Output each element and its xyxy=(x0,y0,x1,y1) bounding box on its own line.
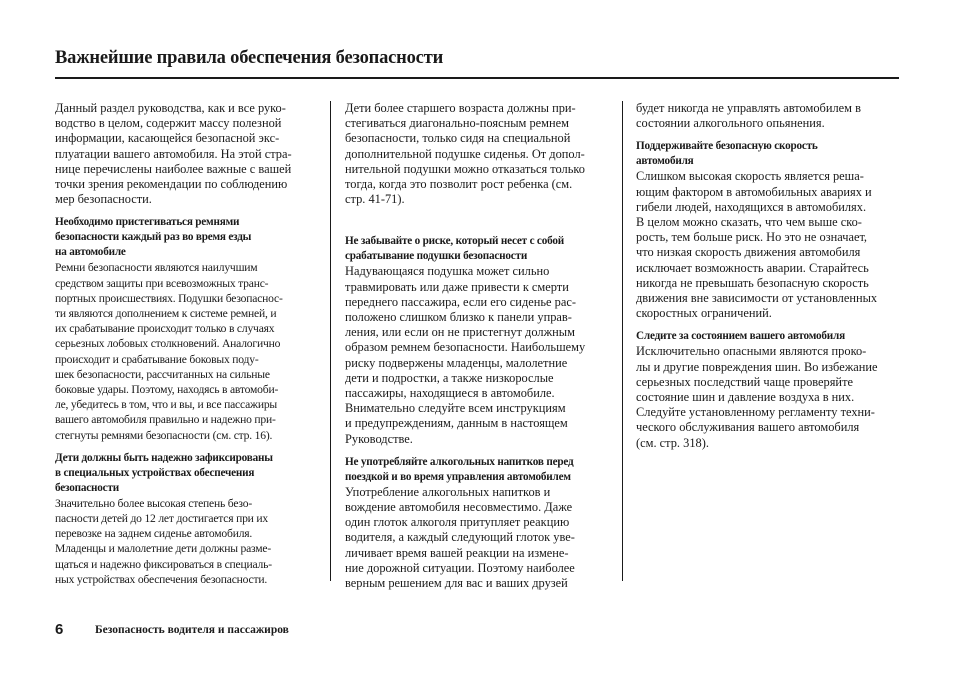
text-line: на автомобиле xyxy=(55,246,126,259)
text-line: Употребление алкогольных напитков и xyxy=(345,484,551,499)
text-line: личивает время вашей реакции на измене- xyxy=(345,545,569,560)
text-line: безопасности xyxy=(55,481,119,494)
text-line: портных происшествиях. Подушки безопаснос- xyxy=(55,291,283,305)
text-line: ления, или если он не пристегнут должным xyxy=(345,325,575,340)
section-heading xyxy=(345,455,607,485)
text-line: Ремни безопасности являются наилучшим xyxy=(55,261,258,275)
section-heading xyxy=(55,451,317,496)
section-heading xyxy=(55,215,317,260)
body-paragraph xyxy=(345,101,607,207)
text-line: плуатации вашего автомобиля. На этой стра- xyxy=(55,146,292,161)
text-line: шек безопасности, рассчитанных на сильные xyxy=(55,367,270,381)
text-line: Дети должны быть надежно зафиксированы xyxy=(55,451,273,464)
text-column-2 xyxy=(345,101,607,591)
body-paragraph xyxy=(636,169,898,321)
text-line: автомобиля xyxy=(636,155,694,168)
text-line: травмировать или даже привести к смерти xyxy=(345,279,569,294)
text-line: ние дорожной ситуации. Поэтому наиболее xyxy=(345,560,575,575)
text-line: состояние шин и давление воздуха в них. xyxy=(636,390,855,405)
text-line: Не забывайте о риске, который несет с собой xyxy=(345,235,564,248)
text-line: переднего пассажира, если его сиденье рас- xyxy=(345,294,576,309)
text-line: Следуйте установленному регламенту техни- xyxy=(636,405,875,420)
text-line: верным решением для вас и ваших друзей xyxy=(345,576,568,591)
title-rule xyxy=(55,77,899,79)
text-line: что низкая скорость движения автомобиля xyxy=(636,245,861,260)
text-line: Руководстве. xyxy=(345,431,413,446)
text-line: ющим фактором в автомобильных авариях и xyxy=(636,184,872,199)
text-column-3 xyxy=(636,101,898,451)
text-line: точки зрения рекомендации по соблюдению xyxy=(55,177,288,192)
text-line: срабатывание подушки безопасности xyxy=(345,250,528,263)
text-line: Не употребляйте алкогольных напитков перед xyxy=(345,455,574,468)
text-line: ческого обслуживания вашего автомобиля xyxy=(636,420,860,435)
text-line: пассажиры, находящиеся в автомобиле. xyxy=(345,386,555,401)
page-title: Важнейшие правила обеспечения безопасности xyxy=(55,48,444,68)
text-line: (см. стр. 318). xyxy=(636,435,709,450)
text-line: скоростных ограничений. xyxy=(636,306,772,321)
text-line: стегиваться диагонально-поясным ремнем xyxy=(345,116,569,131)
section-heading xyxy=(636,329,898,344)
text-line: серьезных последствий чаще проверяйте xyxy=(636,374,853,389)
text-line: перевозке на заднем сиденье автомобиля. xyxy=(55,527,253,541)
body-paragraph xyxy=(55,101,317,207)
body-paragraph xyxy=(345,264,607,446)
text-line: пасности детей до 12 лет достигается при их xyxy=(55,512,268,526)
text-line: Надувающаяся подушка может сильно xyxy=(345,264,550,279)
text-line: образом ремнем безопасности. Наибольшему xyxy=(345,340,586,355)
column-divider-2 xyxy=(622,101,623,581)
footer-section-title: Безопасность водителя и пассажиров xyxy=(95,624,289,636)
text-line: информации, касающейся безопасной экс- xyxy=(55,131,280,146)
text-line: стр. 41-71). xyxy=(345,192,405,207)
text-line: тогда, когда это позволит рост ребенка (см. xyxy=(345,177,573,192)
text-line: водителя, а каждый следующий глоток уве- xyxy=(345,530,575,545)
text-line: движения вне зависимости от установленных xyxy=(636,291,878,306)
text-line: в специальных устройствах обеспечения xyxy=(55,466,255,479)
text-line: один глоток алкоголя притупляет реакцию xyxy=(345,515,570,530)
text-line: Слишком высокая скорость является реша- xyxy=(636,169,864,184)
text-line: стегнуты ремнями безопасности (см. стр. 16). xyxy=(55,428,273,442)
text-line: нице перечислены наиболее важные с вашей xyxy=(55,161,292,176)
text-line: водство в целом, содержит массу полезной xyxy=(55,116,282,131)
text-line: вашего автомобиля правильно и надежно при- xyxy=(55,413,276,427)
text-line: происходит и срабатывание боковых поду- xyxy=(55,352,259,366)
text-line: Младенцы и малолетние дети должны разме- xyxy=(55,542,272,556)
body-paragraph xyxy=(636,101,898,131)
text-line: лы и другие повреждения шин. Во избежание xyxy=(636,359,878,374)
text-line: Исключительно опасными являются проко- xyxy=(636,344,867,359)
text-line: поездкой и во время управления автомобилем xyxy=(345,470,571,483)
body-paragraph xyxy=(55,496,317,587)
text-line: Следите за состоянием вашего автомобиля xyxy=(636,330,845,343)
text-line: и предупреждениям, данным в настоящем xyxy=(345,416,568,431)
text-line: щаться и надежно фиксироваться в специаль- xyxy=(55,557,272,571)
section-heading xyxy=(345,234,607,264)
text-line: риску подвержены младенцы, малолетние xyxy=(345,355,568,370)
text-line: Поддерживайте безопасную скорость xyxy=(636,140,818,153)
text-line: гибели людей, находящихся в автомобилях. xyxy=(636,199,867,214)
text-line: вождение автомобиля несовместимо. Даже xyxy=(345,500,573,515)
text-line: средством защиты при всевозможных транс- xyxy=(55,276,269,290)
text-line: исключает возможность аварии. Старайтесь xyxy=(636,260,869,275)
body-paragraph xyxy=(55,260,317,442)
text-line: Дети более старшего возраста должны при- xyxy=(345,101,576,115)
text-line: Необходимо пристегиваться ремнями xyxy=(55,216,240,229)
section-heading xyxy=(636,139,898,169)
text-line: состоянии алкогольного опьянения. xyxy=(636,116,825,131)
body-paragraph xyxy=(636,344,898,450)
text-column-1 xyxy=(55,101,317,587)
text-line: ти являются дополнением к системе ремней, и xyxy=(55,307,277,321)
text-line: безопасности каждый раз во время езды xyxy=(55,231,252,244)
text-line: ле, убедитесь в том, что и вы, и все пассажиры xyxy=(55,398,278,412)
page-number: 6 xyxy=(55,621,64,638)
text-line: Данный раздел руководства, как и все руко- xyxy=(55,101,286,115)
text-line: Значительно более высокая степень безо- xyxy=(55,496,252,510)
text-line: дополнительной подушке сиденья. От допол- xyxy=(345,146,585,161)
text-line: положено слишком близко к панели управ- xyxy=(345,310,572,325)
text-line: дети и подростки, а также низкорослые xyxy=(345,370,554,385)
text-line: серьезных лобовых столкновений. Аналогично xyxy=(55,337,281,351)
text-line: Внимательно следуйте всем инструкциям xyxy=(345,401,566,416)
text-line: мер безопасности. xyxy=(55,192,152,207)
text-line: рость, тем больше риск. Но это не означает, xyxy=(636,230,868,245)
text-line: никогда не превышать безопасную скорость xyxy=(636,275,869,290)
text-line: безопасности, только сидя на специальной xyxy=(345,131,571,146)
column-divider-1 xyxy=(330,101,331,581)
body-paragraph xyxy=(345,485,607,591)
text-line: нительной подушки можно отказаться только xyxy=(345,161,585,176)
text-line: их срабатывание происходит только в случаях xyxy=(55,322,275,336)
text-line: боковые удары. Поэтому, находясь в автомоби- xyxy=(55,383,279,397)
text-line: ных устройствах обеспечения безопасности. xyxy=(55,572,268,586)
spacer xyxy=(345,207,607,226)
text-line: В целом можно сказать, что чем выше ско- xyxy=(636,215,862,230)
text-line: будет никогда не управлять автомобилем в xyxy=(636,101,861,115)
